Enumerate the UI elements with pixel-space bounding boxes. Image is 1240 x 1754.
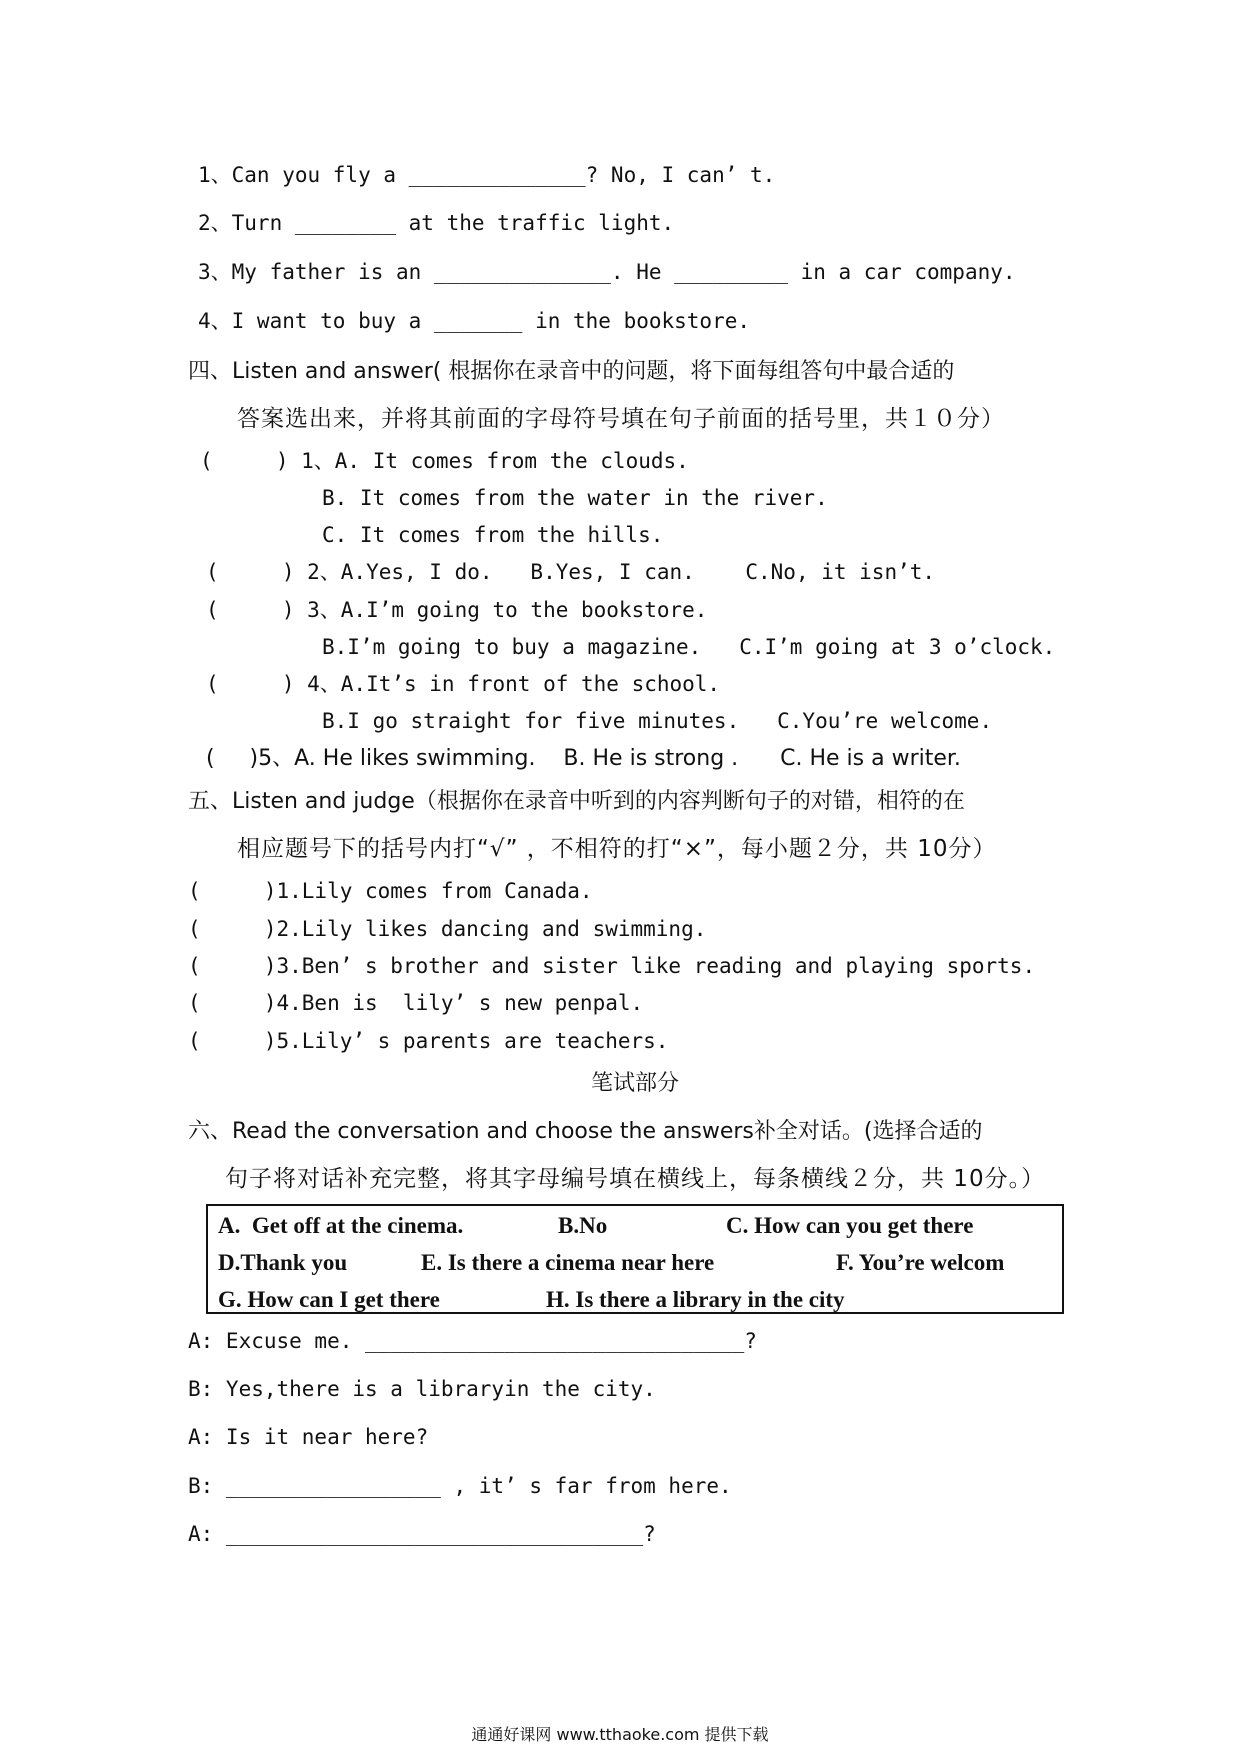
- part5-item-3: ( )3.Ben’ s brother and sister like reading and playing sports.: [188, 954, 1036, 978]
- part6-heading-line1: 六、Read the conversation and choose the answers补全对话。(选择合适的: [188, 1119, 983, 1144]
- dialogue-line-1: A: Excuse me. ______________________________?: [188, 1329, 757, 1353]
- part5-item-1: ( )1.Lily comes from Canada.: [188, 879, 593, 903]
- part4-q2: ( ) 2、A.Yes, I do. B.Yes, I can. C.No, it isn’t.: [206, 560, 936, 584]
- part4-heading-line2: 答案选出来，并将其前面的字母符号填在句子前面的括号里，共１０分）: [237, 406, 1005, 432]
- part4-q3-a: ( ) 3、A.I’m going to the bookstore.: [206, 598, 708, 622]
- part4-q1-a: ( ) 1、A. It comes from the clouds.: [200, 449, 689, 473]
- part3-item-1: 1、Can you fly a ______________? No, I can’ t.: [198, 163, 776, 187]
- part3-item-4: 4、I want to buy a _______ in the bookstore.: [198, 309, 751, 333]
- part4-q4-a: ( ) 4、A.It’s in front of the school.: [206, 672, 721, 696]
- part5-item-2: ( )2.Lily likes dancing and swimming.: [188, 917, 707, 941]
- part5-item-4: ( )4.Ben is lily’ s new penpal.: [188, 991, 644, 1015]
- part4-q3-bc: B.I’m going to buy a magazine. C.I’m going at 3 o’clock.: [322, 635, 1056, 659]
- part4-q1-b: B. It comes from the water in the river.: [322, 486, 828, 510]
- dialogue-line-3: A: Is it near here?: [188, 1425, 429, 1449]
- part5-heading-line2: 相应题号下的括号内打“√” ，不相符的打“×”，每小题２分，共 10分）: [237, 836, 997, 862]
- option-c: C. How can you get there: [726, 1213, 974, 1238]
- option-a: A. Get off at the cinema.: [218, 1213, 464, 1238]
- option-d: D.Thank you: [218, 1250, 348, 1275]
- dialogue-line-5: A: _________________________________?: [188, 1522, 656, 1546]
- option-g: G. How can I get there: [218, 1287, 440, 1312]
- part4-q1-c: C. It comes from the hills.: [322, 523, 664, 547]
- dialogue-line-4: B: _________________ , it’ s far from here.: [188, 1474, 732, 1498]
- part4-q5: ( )5、A. He likes swimming. B. He is strong . C. He is a writer.: [206, 746, 961, 771]
- answer-options-box: [206, 1204, 1064, 1314]
- option-e: E. Is there a cinema near here: [421, 1250, 715, 1275]
- page-footer: 通通好课网 www.tthaoke.com 提供下载: [471, 1725, 769, 1744]
- part3-item-2: 2、Turn ________ at the traffic light.: [198, 211, 675, 235]
- part4-q4-bc: B.I go straight for five minutes. C.You’re welcome.: [322, 709, 993, 733]
- part4-heading-line1: 四、Listen and answer( 根据你在录音中的问题，将下面每组答句中最合适的: [188, 359, 955, 384]
- option-b: B.No: [558, 1213, 608, 1238]
- dialogue-line-2: B: Yes,there is a libraryin the city.: [188, 1377, 656, 1401]
- option-h: H. Is there a library in the city: [546, 1287, 845, 1312]
- part6-heading-line2: 句子将对话补充完整，将其字母编号填在横线上，每条横线２分，共 10分。）: [225, 1166, 1046, 1192]
- option-f: F. You’re welcom: [836, 1250, 1005, 1275]
- part3-item-3: 3、My father is an ______________. He _________ in a car company.: [198, 260, 1016, 284]
- written-section-title: 笔试部分: [591, 1071, 680, 1096]
- part5-item-5: ( )5.Lily’ s parents are teachers.: [188, 1029, 669, 1053]
- part5-heading-line1: 五、Listen and judge（根据你在录音中听到的内容判断句子的对错，相符的在: [188, 789, 965, 814]
